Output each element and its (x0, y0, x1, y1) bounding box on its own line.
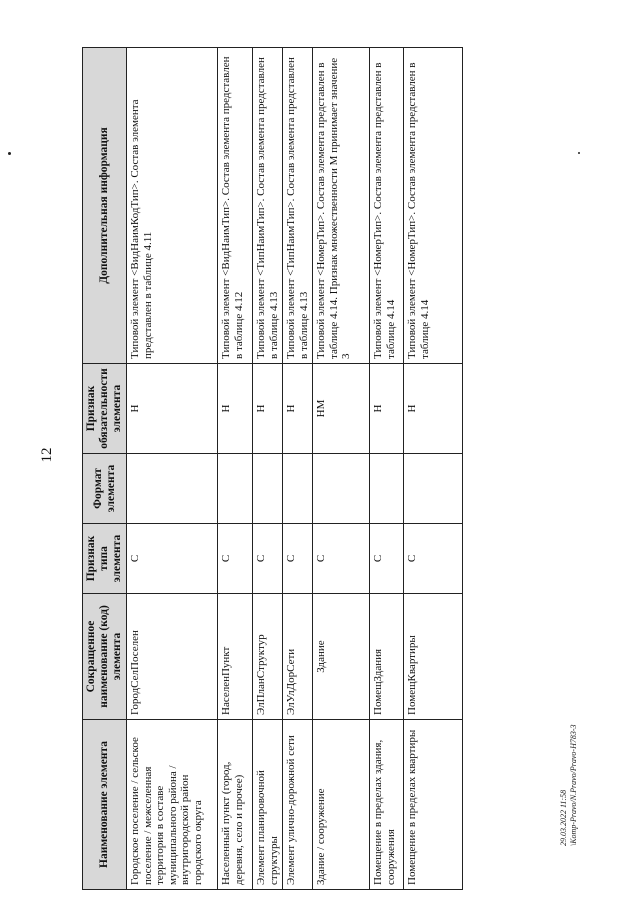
header-cell-code: Сокращенное наименование (код) элемента (83, 594, 127, 720)
cell-info: Типовой элемент <НомерТип>. Состав элемента представлен в таблице 4.14. Признак множественности М принимает значение 3 (313, 48, 370, 364)
cell-name: Населенный пункт (город, деревня, село и прочее) (218, 720, 253, 890)
rotated-table-container (82, 48, 440, 890)
cell-type: С (253, 524, 283, 594)
cell-required: Н (370, 364, 404, 454)
table-header-row (83, 48, 127, 890)
cell-required: Н (127, 364, 218, 454)
header-cell-format: Формат элемента (83, 454, 127, 524)
cell-info: Типовой элемент <ТипНаимТип>. Состав элемента представлен в таблице 4.13 (253, 48, 283, 364)
cell-format (313, 454, 370, 524)
cell-required: Н (218, 364, 253, 454)
cell-name: Помещение в пределах здания, сооружения (370, 720, 404, 890)
cell-format (283, 454, 313, 524)
cell-format (218, 454, 253, 524)
scan-speck (8, 152, 11, 155)
footer-date: 29.03.2022 11:58 (559, 789, 568, 846)
cell-code: ПомещЗдания (370, 594, 404, 720)
table-row (253, 48, 283, 890)
cell-name: Элемент улично-дорожной сети (283, 720, 313, 890)
cell-code: ЭлПланСтруктур (253, 594, 283, 720)
cell-info: Типовой элемент <ВидНаимКодТип>. Состав элемента представлен в таблице 4.11 (127, 48, 218, 364)
cell-info: Типовой элемент <НомерТип>. Состав элемента представлен в таблице 4.14 (404, 48, 463, 364)
scan-footer (559, 724, 579, 846)
cell-required: Н (253, 364, 283, 454)
cell-code: ЭлУлДорСети (283, 594, 313, 720)
header-cell-required: Признак обязательности элемента (83, 364, 127, 454)
cell-name: Элемент планировочной структуры (253, 720, 283, 890)
cell-format (127, 454, 218, 524)
cell-format (253, 454, 283, 524)
cell-code: НаселенПункт (218, 594, 253, 720)
table-row (370, 48, 404, 890)
cell-type: С (404, 524, 463, 594)
cell-format (370, 454, 404, 524)
cell-type: С (313, 524, 370, 594)
cell-type: С (127, 524, 218, 594)
table-row (127, 48, 218, 890)
cell-type: С (283, 524, 313, 594)
table-row (404, 48, 463, 890)
table-row (283, 48, 313, 890)
page-number: 12 (39, 447, 55, 463)
cell-required: НМ (313, 364, 370, 454)
cell-info: Типовой элемент <ТипНаимТип>. Состав элемента представлен в таблице 4.13 (283, 48, 313, 364)
cell-code: ГородСелПоселен (127, 594, 218, 720)
header-cell-type: Признак типа элемента (83, 524, 127, 594)
cell-type: С (370, 524, 404, 594)
elements-table (82, 47, 463, 890)
footer-path: \Komp-Pravo/N.Pravo/Pravo-Н783-3 (569, 724, 578, 846)
cell-type: С (218, 524, 253, 594)
cell-name: Городское поселение / сельское поселение / межселенная территория в составе муниципального района / внутригородской район городского округа (127, 720, 218, 890)
cell-name: Помещение в пределах квартиры (404, 720, 463, 890)
cell-code: Здание (313, 594, 370, 720)
header-cell-name: Наименование элемента (83, 720, 127, 890)
header-cell-info: Дополнительная информация (83, 48, 127, 364)
table-row (218, 48, 253, 890)
scan-speck (578, 152, 580, 154)
cell-required: Н (404, 364, 463, 454)
cell-format (404, 454, 463, 524)
cell-info: Типовой элемент <НомерТип>. Состав элемента представлен в таблице 4.14 (370, 48, 404, 364)
cell-info: Типовой элемент <ВидНаимТип>. Состав элемента представлен в таблице 4.12 (218, 48, 253, 364)
cell-name: Здание / сооружение (313, 720, 370, 890)
cell-required: Н (283, 364, 313, 454)
table-row (313, 48, 370, 890)
cell-code: ПомещКвартиры (404, 594, 463, 720)
